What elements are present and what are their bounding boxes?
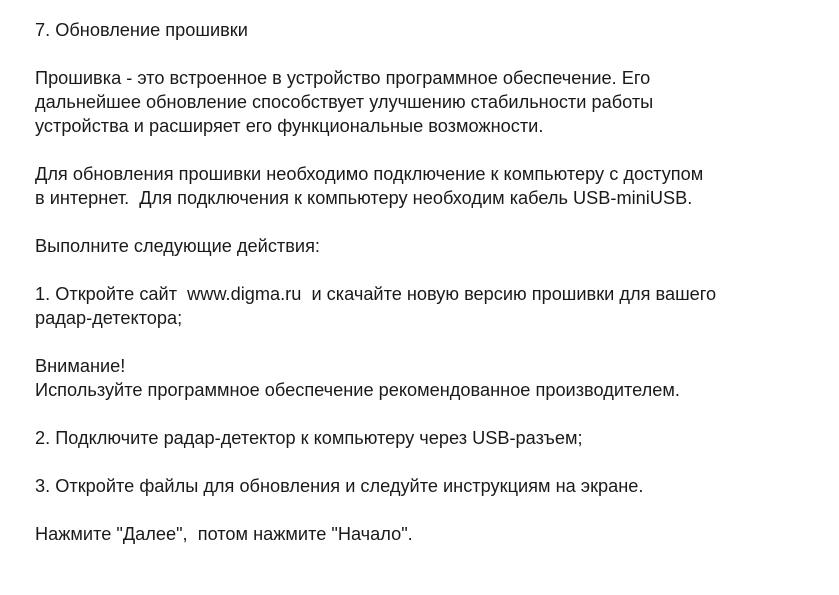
final-note: Нажмите "Далее", потом нажмите "Начало".: [35, 524, 413, 544]
paragraph-line: устройства и расширяет его функциональные возможности.: [35, 116, 544, 136]
section-heading: 7. Обновление прошивки: [35, 20, 248, 40]
update-requirements-paragraph: [35, 162, 825, 210]
spacer: [35, 330, 825, 354]
paragraph-line: в интернет. Для подключения к компьютеру необходим кабель USB-miniUSB.: [35, 188, 693, 208]
spacer: [35, 450, 825, 474]
paragraph-line: дальнейшее обновление способствует улучшению стабильности работы: [35, 92, 654, 112]
spacer: [35, 210, 825, 234]
spacer: [35, 42, 825, 66]
spacer: [35, 402, 825, 426]
paragraph-line: Для обновления прошивки необходимо подключение к компьютеру с доступом: [35, 164, 704, 184]
document-page: [35, 18, 825, 546]
instructions-intro: Выполните следующие действия:: [35, 236, 320, 256]
spacer: [35, 498, 825, 522]
step-3: 3. Откройте файлы для обновления и следуйте инструкциям на экране.: [35, 476, 644, 496]
spacer: [35, 258, 825, 282]
paragraph-line: Прошивка - это встроенное в устройство программное обеспечение. Его: [35, 68, 651, 88]
step-2: 2. Подключите радар-детектор к компьютеру через USB-разъем;: [35, 428, 583, 448]
warning-title: Внимание!: [35, 356, 126, 376]
step-1: [35, 282, 825, 330]
warning-text: Используйте программное обеспечение рекомендованное производителем.: [35, 380, 680, 400]
firmware-description-paragraph: [35, 66, 825, 138]
step-line: 1. Откройте сайт www.digma.ru и скачайте новую версию прошивки для вашего: [35, 284, 717, 304]
step-line: радар-детектора;: [35, 308, 183, 328]
warning-block: [35, 354, 825, 402]
spacer: [35, 138, 825, 162]
